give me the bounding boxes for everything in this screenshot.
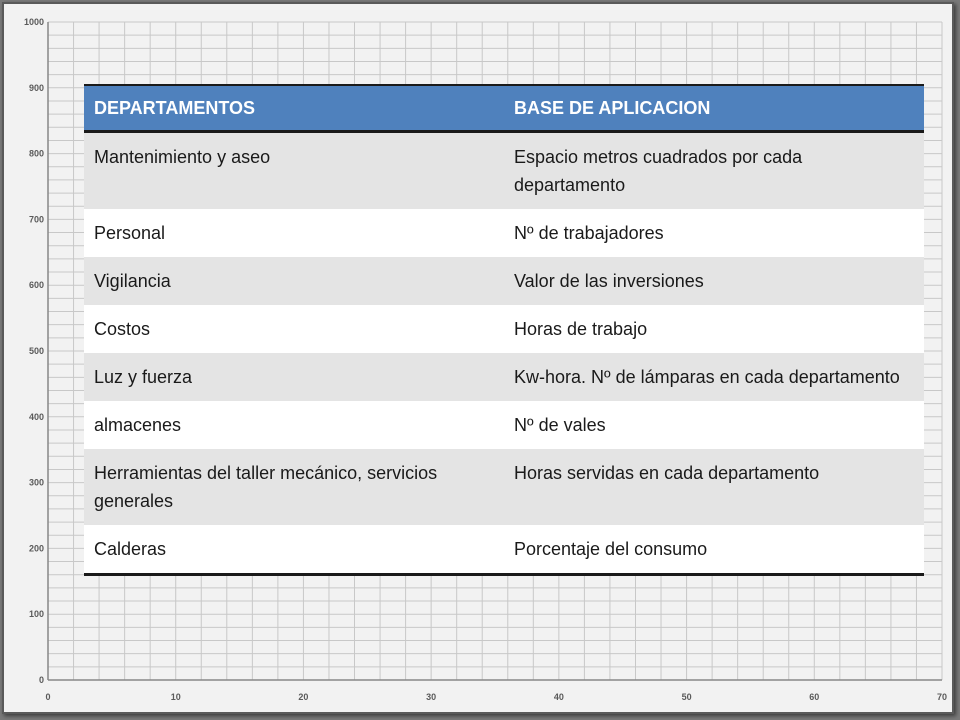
cell-departamento: Costos xyxy=(84,305,504,353)
table-row xyxy=(84,305,924,353)
header-base-aplicacion: BASE DE APLICACION xyxy=(504,85,924,132)
table-row xyxy=(84,525,924,575)
x-tick-label: 40 xyxy=(553,692,564,702)
table-row xyxy=(84,353,924,401)
y-tick-label: 100 xyxy=(28,609,44,620)
x-tick-label: 50 xyxy=(681,692,692,702)
cell-departamento: Vigilancia xyxy=(84,257,504,305)
cell-base-aplicacion: Nº de vales xyxy=(504,401,924,449)
table-row xyxy=(84,132,924,210)
cell-base-aplicacion: Kw-hora. Nº de lámparas en cada departamento xyxy=(504,353,924,401)
table-row xyxy=(84,209,924,257)
x-tick-label: 60 xyxy=(809,692,820,702)
x-tick-label: 0 xyxy=(45,692,51,702)
x-tick-label: 70 xyxy=(936,692,948,702)
x-tick-label: 10 xyxy=(170,692,181,702)
y-tick-label: 900 xyxy=(28,82,44,93)
departments-table xyxy=(84,84,924,576)
cell-base-aplicacion: Horas de trabajo xyxy=(504,305,924,353)
cell-base-aplicacion: Espacio metros cuadrados por cada departamento xyxy=(504,132,924,210)
cell-departamento: Mantenimiento y aseo xyxy=(84,132,504,210)
cell-departamento: Herramientas del taller mecánico, servicios generales xyxy=(84,449,504,525)
table-row xyxy=(84,401,924,449)
y-tick-label: 600 xyxy=(28,280,44,291)
cell-base-aplicacion: Porcentaje del consumo xyxy=(504,525,924,575)
y-tick-label: 300 xyxy=(28,477,44,488)
y-tick-label: 700 xyxy=(28,214,44,225)
cell-departamento: Calderas xyxy=(84,525,504,575)
cell-departamento: Personal xyxy=(84,209,504,257)
table-header-row xyxy=(84,85,924,132)
y-tick-label: 0 xyxy=(38,675,44,685)
cell-departamento: almacenes xyxy=(84,401,504,449)
x-tick-label: 20 xyxy=(298,692,309,702)
table-row xyxy=(84,257,924,305)
y-tick-label: 800 xyxy=(28,148,44,159)
cell-departamento: Luz y fuerza xyxy=(84,353,504,401)
table-row xyxy=(84,449,924,525)
header-departamentos: DEPARTAMENTOS xyxy=(84,85,504,132)
chart-frame xyxy=(2,2,954,714)
y-tick-label: 500 xyxy=(28,346,44,356)
y-tick-label: 400 xyxy=(28,411,44,422)
y-tick-label: 1000 xyxy=(23,17,44,27)
table-body xyxy=(84,132,924,575)
x-tick-label: 30 xyxy=(426,692,437,702)
cell-base-aplicacion: Nº de trabajadores xyxy=(504,209,924,257)
cell-base-aplicacion: Horas servidas en cada departamento xyxy=(504,449,924,525)
y-tick-label: 200 xyxy=(28,543,44,554)
cell-base-aplicacion: Valor de las inversiones xyxy=(504,257,924,305)
